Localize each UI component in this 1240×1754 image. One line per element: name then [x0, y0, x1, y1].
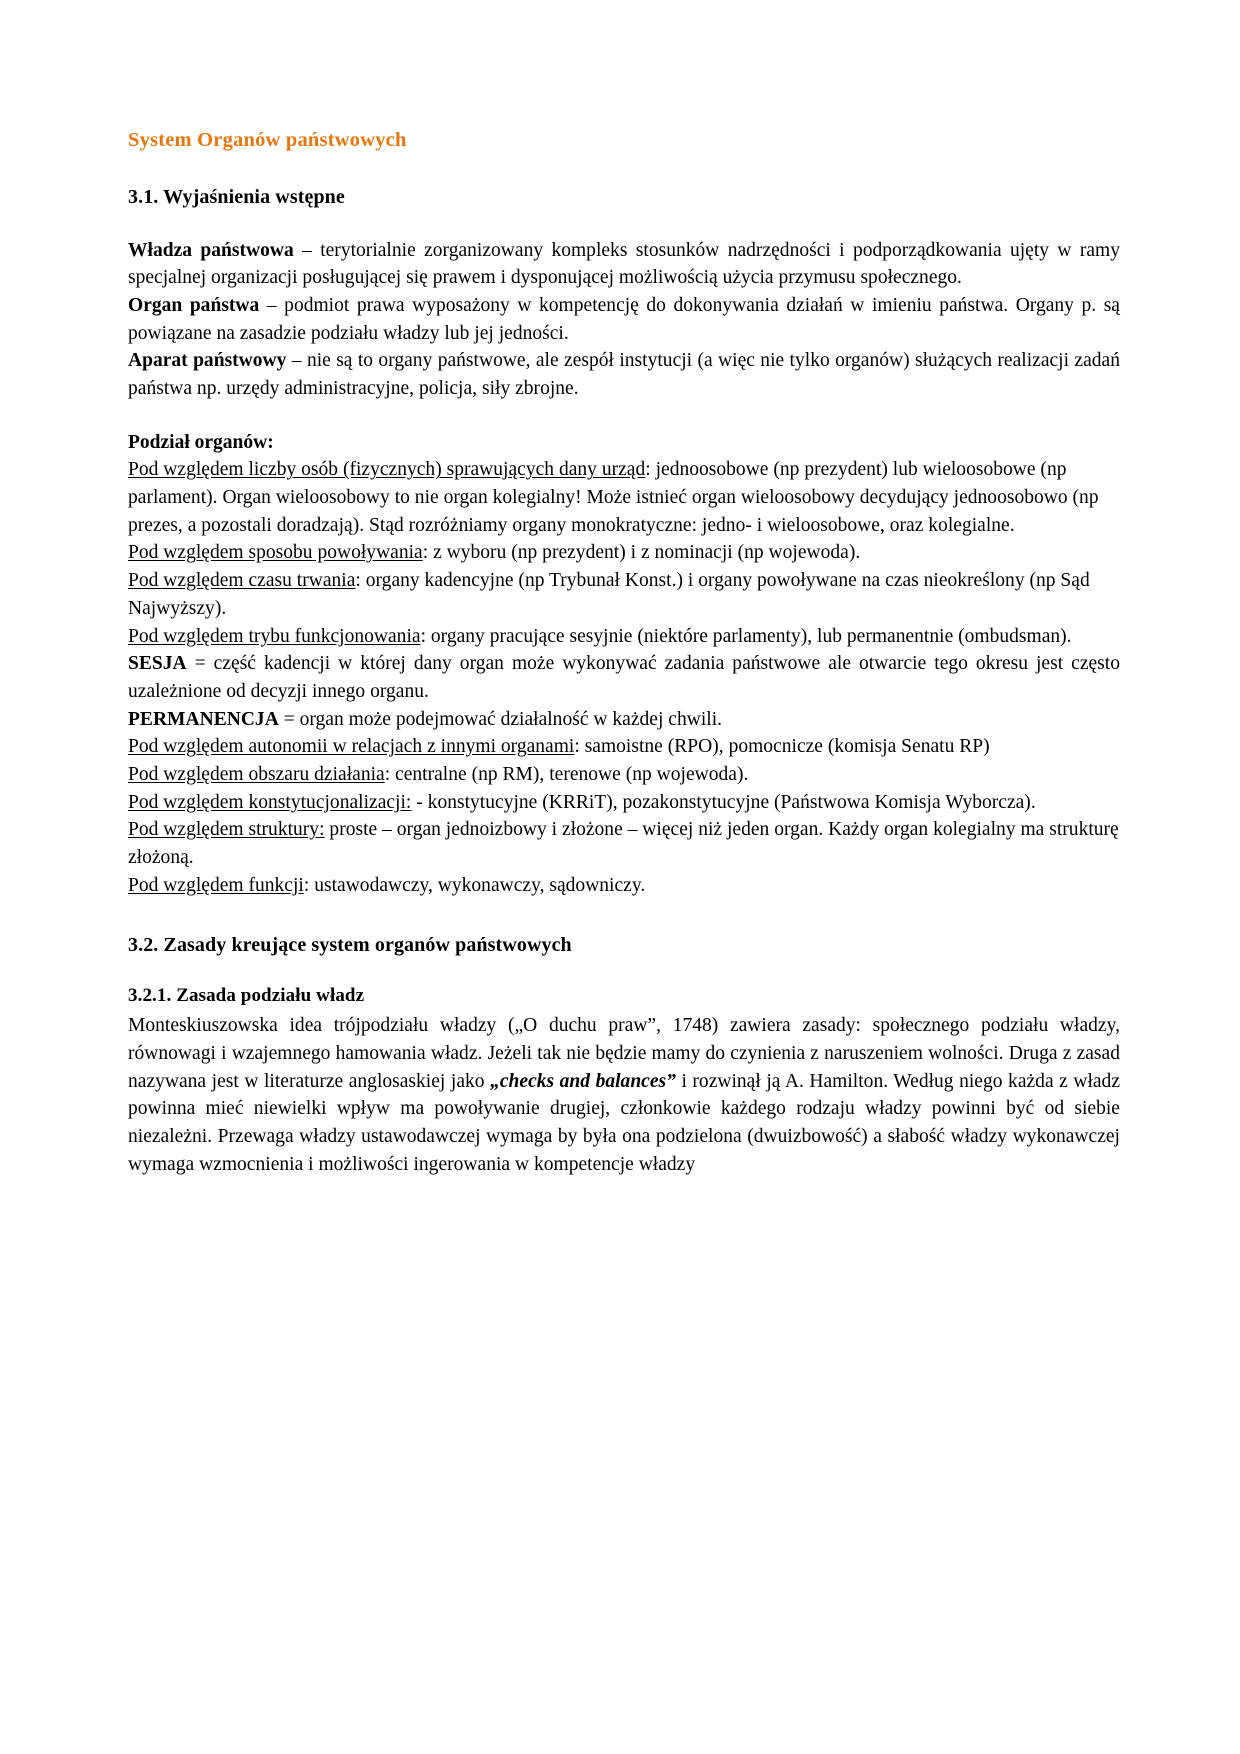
- spacer: [128, 899, 1120, 933]
- definition-wladza-panstwowa: [128, 237, 1120, 292]
- criterion-label: Pod względem obszaru działania: [128, 763, 385, 785]
- term-body: = część kadencji w której dany organ może wykonywać zadania państwowe ale otwarcie tego okresu jest często uzależnione od decyzji innego organu.: [128, 653, 1120, 702]
- term-body: = organ może podejmować działalność w każdej chwili.: [278, 708, 723, 730]
- criterion-body: : jednoosobowe (np prezydent) lub wieloosobowe (np parlament). Organ wieloosobowy to nie organ kolegialny! Może istnieć organ wieloosobowy decydujący jednoosobowo (np prezes, a pozostali doradzają). Stąd rozróżniamy organy monokratyczne: jedno- i wieloosobowe, oraz kolegialne.: [128, 459, 1099, 536]
- definition-term: Władza państwowa: [128, 239, 294, 261]
- page-title: System Organów państwowych: [128, 129, 407, 151]
- criteria-list-2: [128, 733, 1120, 899]
- definition-body: – podmiot prawa wyposażony w kompetencję do dokonywania działań w imieniu państwa. Organy p. są powiązane na zasadzie podziału władzy lub jej jedności.: [128, 294, 1120, 344]
- criterion-body: : ustawodawczy, wykonawczy, sądowniczy.: [303, 874, 646, 896]
- paragraph-text-part-2: i rozwinął ją A. Hamilton. Według niego każda z władz powinna mieć niewielki wpływ ma powoływanie drugiej, członkowie każdego rodzaju władzy powinni być od siebie niezależni. Przewaga władzy ustawodawczej wymaga by była ona podzielona (dwuizbowość) a słabość władzy wykonawczej wymaga wzmocnienia i możliwości ingerowania w kompetencje władzy: [128, 1070, 1121, 1175]
- inline-terms-block: [128, 650, 1120, 733]
- criterion-label: Pod względem struktury:: [128, 819, 325, 841]
- section-heading-3-2-1: 3.2.1. Zasada podziału władz: [128, 985, 365, 1007]
- criterion-label: Pod względem liczby osób (fizycznych) sprawujących dany urząd: [128, 459, 646, 481]
- criterion-liczba-osob: [128, 456, 1120, 539]
- term-name: PERMANENCJA: [128, 708, 279, 730]
- criterion-body: : organy kadencyjne (np Trybunał Konst.) i organy powoływane na czas nieokreślony (np Sąd Najwyższy).: [128, 570, 1090, 619]
- criterion-funkcja: [128, 872, 1120, 900]
- definition-term: Aparat państwowy: [128, 350, 287, 372]
- section-heading-3-2: 3.2. Zasady kreujące system organów państwowych: [128, 934, 572, 957]
- definition-body: – terytorialnie zorganizowany kompleks stosunków nadrzędności i podporządkowania ujęty w ramy specjalnej organizacji posługującej się prawem i dysponującej możliwością użycia przymusu społecznego.: [128, 239, 1120, 289]
- definition-aparat-panstwowy: [128, 347, 1120, 402]
- criterion-label: Pod względem trybu funkcjonowania: [128, 625, 421, 647]
- criterion-autonomia: [128, 733, 1120, 761]
- criterion-obszar-dzialania: [128, 761, 1120, 789]
- criterion-label: Pod względem konstytucjonalizacji:: [128, 791, 412, 813]
- podzial-organow-heading: Podział organów:: [128, 431, 274, 453]
- definition-organ-panstwa: [128, 292, 1120, 347]
- definition-body: – nie są to organy państwowe, ale zespół instytucji (a więc nie tylko organów) służących realizacji zadań państwa np. urzędy administracyjne, policja, siły zbrojne.: [128, 350, 1120, 400]
- criterion-body: : organy pracujące sesyjnie (niektóre parlamenty), lub permanentnie (ombudsman).: [420, 625, 1072, 647]
- criterion-sposob-powolywania: [128, 539, 1120, 567]
- paragraph-emphasis-checks-and-balances: „checks and balances”: [490, 1070, 676, 1092]
- criterion-body: proste – organ jednoizbowy i złożone – więcej niż jeden organ. Każdy organ kolegialny ma strukturę złożoną.: [128, 819, 1119, 869]
- criteria-list-1: [128, 456, 1120, 650]
- criterion-label: Pod względem funkcji: [128, 874, 304, 896]
- criterion-tryb-funkcjonowania: [128, 623, 1120, 651]
- definitions-block: [128, 237, 1120, 403]
- paragraph-text-part-1: Monteskiuszowska idea trójpodziału władzy („O duchu praw”, 1748) zawiera zasady: społecznego podziału władzy, równowagi i wzajemnego hamowania władz. Jeżeli tak nie będzie mamy do czynienia z naruszeniem wolności. Druga z zasad nazywana jest w literaturze anglosaskiej jako: [128, 1015, 1120, 1092]
- criterion-label: Pod względem autonomii w relacjach z innymi organami: [128, 736, 575, 758]
- term-sesja: [128, 650, 1120, 705]
- criterion-label: Pod względem sposobu powoływania: [128, 542, 423, 564]
- criterion-body: : samoistne (RPO), pomocnicze (komisja Senatu RP): [574, 736, 990, 758]
- criterion-body: : z wyboru (np prezydent) i z nominacji (np wojewoda).: [422, 542, 861, 564]
- criterion-label: Pod względem czasu trwania: [128, 570, 356, 592]
- spacer: [128, 403, 1120, 429]
- term-name: SESJA: [128, 653, 187, 675]
- criterion-konstytucjonalizacja: [128, 789, 1120, 817]
- definition-term: Organ państwa: [128, 294, 260, 316]
- section-heading-3-1: 3.1. Wyjaśnienia wstępne: [128, 185, 345, 208]
- criterion-body: - konstytucyjne (KRRiT), pozakonstytucyjne (Państwowa Komisja Wyborcza).: [411, 791, 1036, 813]
- criterion-struktura: [128, 816, 1120, 871]
- criterion-czas-trwania: [128, 567, 1120, 622]
- term-permanencja: [128, 706, 1120, 734]
- paragraph-podzial-wladz: [128, 1012, 1120, 1178]
- criterion-body: : centralne (np RM), terenowe (np wojewoda).: [384, 763, 749, 785]
